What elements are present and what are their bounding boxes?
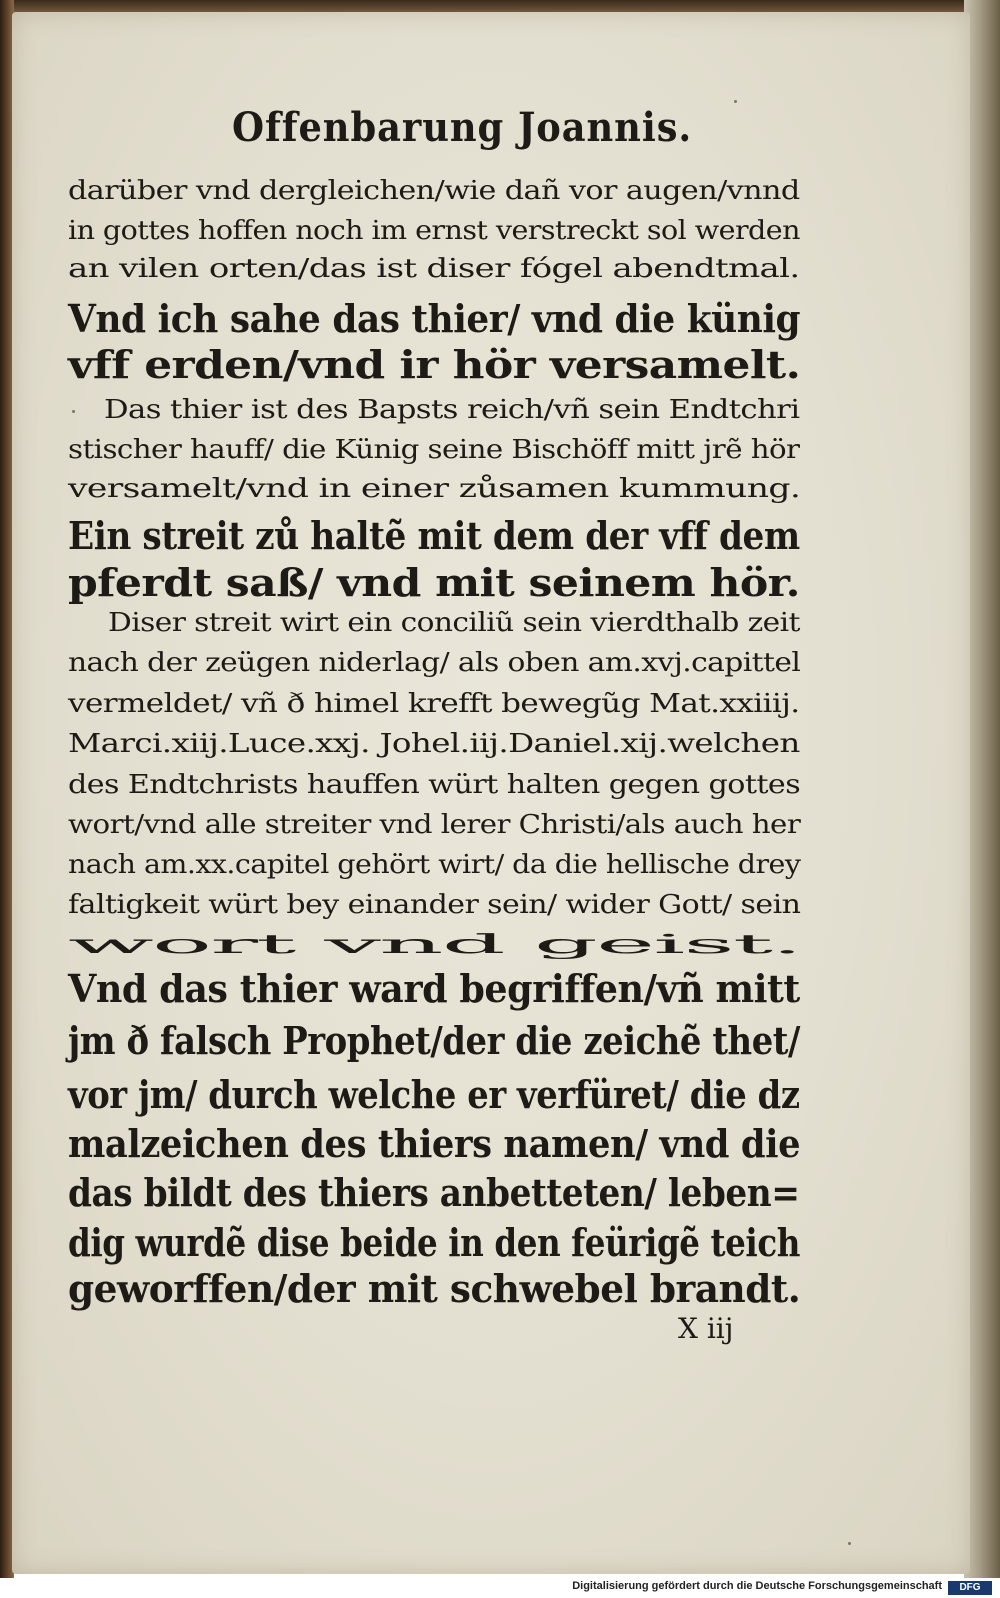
commentary-line: wort/vnd alle streiter vnd lerer Christi/als auch her <box>68 810 801 840</box>
verse-line: jm ð falsch Prophet/der die zeichẽ thet/ <box>68 1018 800 1063</box>
commentary-line: versamelt/vnd in einer zůsamen kummung. <box>68 474 801 504</box>
commentary-line: an vilen orten/das ist diser fógel abendtmal. <box>68 254 800 284</box>
commentary-line: des Endtchrists hauffen würt halten gegen gottes <box>68 770 801 800</box>
verse-line: das bildt des thiers anbetteten/ leben= <box>68 1170 800 1215</box>
commentary-line: in gottes hoffen noch im ernst verstreckt sol werden <box>68 216 800 246</box>
verse-line: malzeichen des thiers namen/ vnd die <box>68 1121 801 1166</box>
commentary-line: faltigkeit würt bey einander sein/ wider Gott/ sein <box>68 890 801 920</box>
verse-line: vff erden/vnd ir hör versamelt. <box>68 342 801 387</box>
commentary-line: Diser streit wirt ein conciliũ sein vierdthalb zeit <box>108 608 800 638</box>
signature-mark: X iij <box>678 1312 734 1345</box>
paper-speck <box>848 1542 851 1545</box>
verse-line: Ein streit zů haltẽ mit dem der vff dem <box>68 513 800 558</box>
footer-bar <box>0 1578 1000 1598</box>
commentary-line: Marci.xiij.Luce.xxj. Johel.iij.Daniel.xij.welchen <box>68 729 800 759</box>
commentary-line: Das thier ist des Bapsts reich/vñ sein Endtchri <box>104 395 800 425</box>
dfg-logo: DFG <box>948 1581 992 1595</box>
running-header: Offenbarung Joannis. <box>232 104 693 151</box>
verse-line: Vnd das thier ward begriffen/vñ mitt <box>68 966 800 1011</box>
verse-line: Vnd ich sahe das thier/ vnd die künig <box>68 296 801 341</box>
paper-speck <box>734 100 737 103</box>
commentary-line: wort vnd geist. <box>68 930 802 960</box>
verse-line: dig wurdẽ dise beide in den feürigẽ teich <box>68 1220 801 1265</box>
commentary-line: darüber vnd dergleichen/wie dañ vor augen/vnnd <box>68 176 800 206</box>
commentary-line: nach am.xx.capitel gehört wirt/ da die hellische drey <box>68 850 801 880</box>
verse-line: geworffen/der mit schwebel brandt. <box>68 1266 801 1311</box>
footer-credit: Digitalisierung gefördert durch die Deutsche Forschungsgemeinschaft <box>572 1580 942 1592</box>
commentary-line: vermeldet/ vñ ð himel krefft bewegũg Mat.xxiiij. <box>68 689 800 719</box>
paper-speck <box>72 410 75 413</box>
commentary-line: nach der zeügen niderlag/ als oben am.xvj.capittel <box>68 648 801 678</box>
commentary-line: stischer hauff/ die Künig seine Bischöff mitt jrẽ hör <box>68 435 800 465</box>
verse-line: pferdt saß/ vnd mit seinem hör. <box>68 560 800 605</box>
verse-line: vor jm/ durch welche er verfüret/ die dz <box>68 1072 800 1117</box>
